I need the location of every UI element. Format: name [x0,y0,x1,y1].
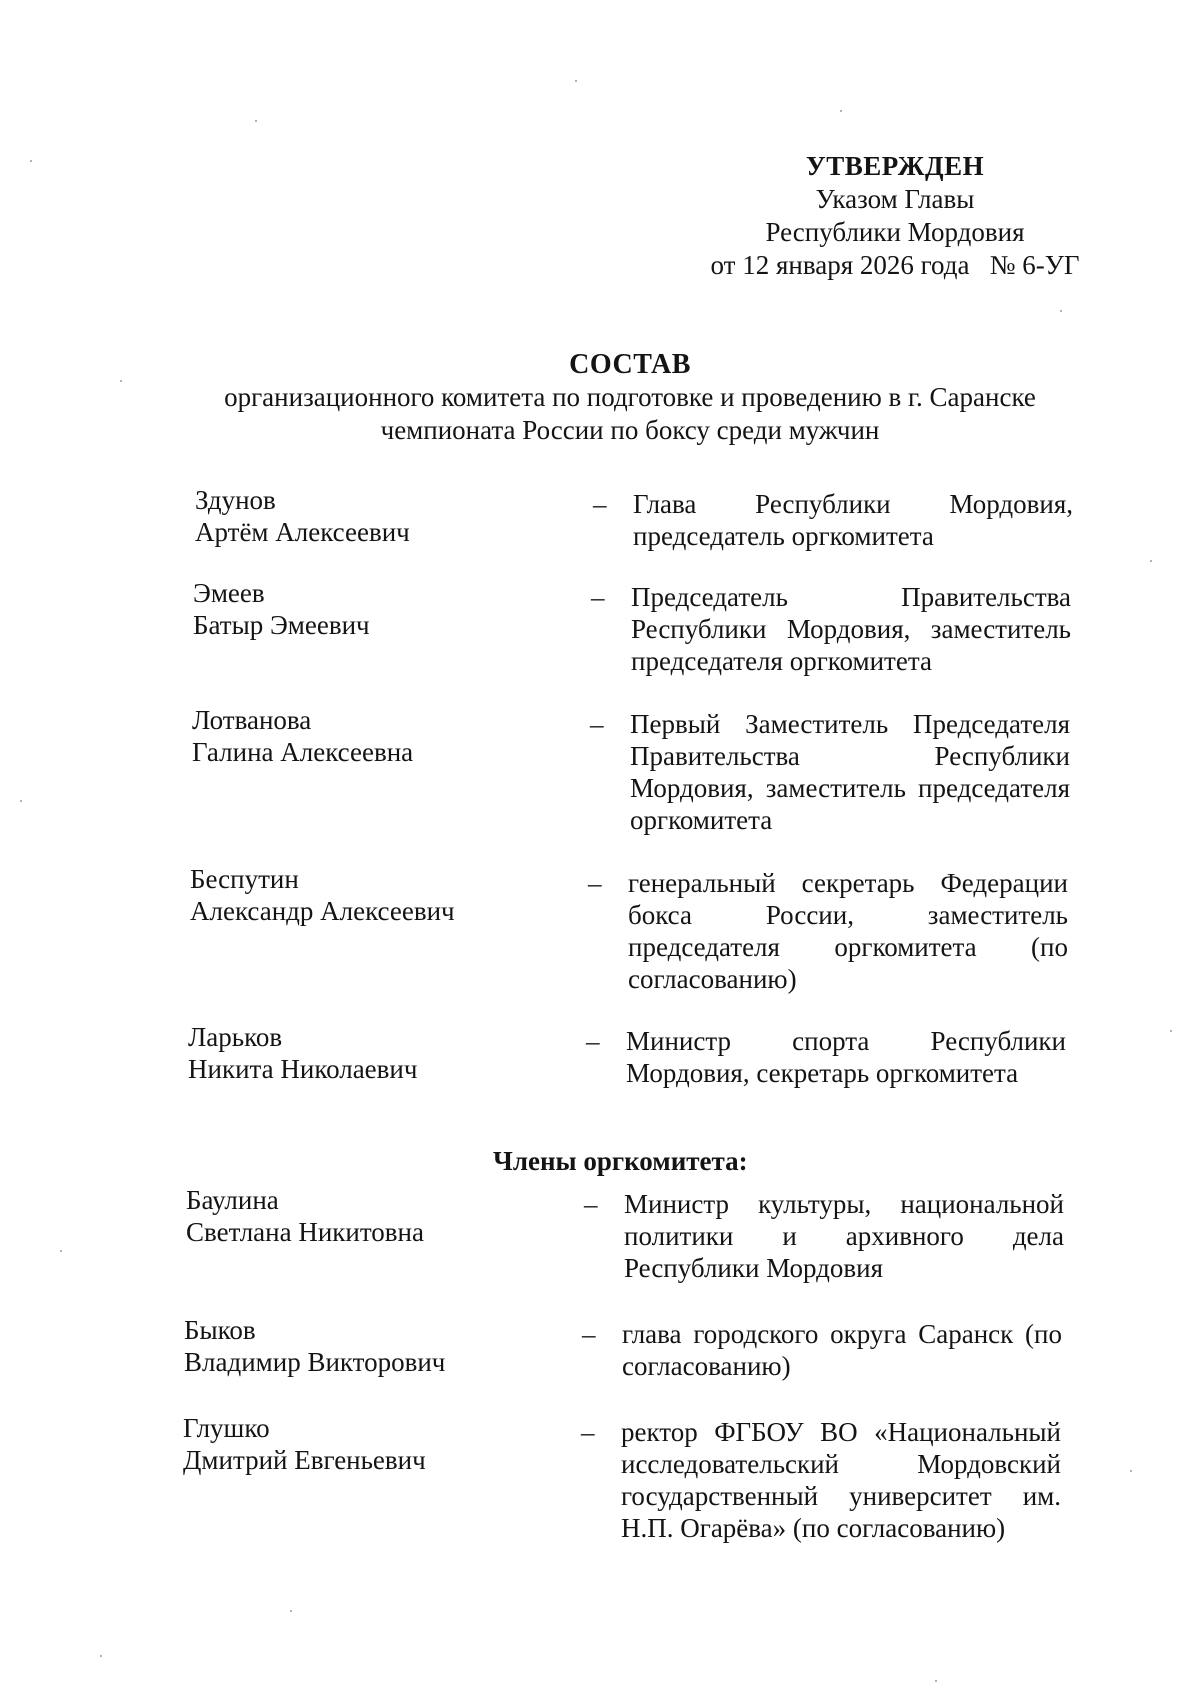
person-surname: Ларьков [188,1022,283,1052]
person-given-names: Артём Алексеевич [195,517,410,547]
entry-dash: – [591,582,605,612]
person-given-names: Батыр Эмеевич [193,610,370,640]
document-subtitle-line-2: чемпионата России по боксу среди мужчин [380,415,880,445]
person-given-names: Дмитрий Евгеньевич [183,1445,426,1475]
person-role: ректор ФГБОУ ВО «Национальный исследовательский Мордовский государственный университет им. Н.П. Огарёва» (по согласованию) [621,1417,1061,1543]
entry-dash: – [581,1417,595,1447]
entry-dash: – [586,1026,600,1056]
person-name [195,484,555,548]
scan-speck [1170,1030,1172,1032]
person-role: Председатель Правительства Республики Мордовия, заместитель председателя оргкомитета [631,582,1071,676]
person-surname: Глушко [183,1413,270,1443]
scan-speck [290,1610,292,1612]
person-name [192,704,552,768]
approval-line-1: Указом Главы [815,184,975,214]
person-role: Министр культуры, национальной политики и архивного дела Республики Мордовия [624,1189,1064,1283]
document-title-block [150,348,1110,447]
person-given-names: Владимир Викторович [184,1347,446,1377]
scan-speck [935,1680,937,1682]
person-given-names: Галина Алексеевна [192,737,414,767]
scan-speck [100,1655,102,1657]
person-role: Глава Республики Мордовия, председатель оргкомитета [633,489,1073,551]
document-subtitle-line-1: организационного комитета по подготовке и проведению в г. Саранске [224,382,1036,412]
scan-speck [840,110,842,112]
person-surname: Эмеев [193,578,265,608]
members-heading: Члены оргкомитета: [493,1146,748,1176]
scan-speck [30,160,32,162]
person-surname: Здунов [195,485,276,515]
person-role: генеральный секретарь Федерации бокса России, заместитель председателя оргкомитета (по согласованию) [628,868,1068,994]
person-name [184,1314,544,1378]
approval-heading: УТВЕРЖДЕН [805,151,985,181]
document-title: СОСТАВ [569,349,691,380]
scan-speck [1060,310,1062,312]
scan-speck [20,800,22,802]
person-name [193,577,553,641]
person-given-names: Александр Алексеевич [190,896,455,926]
person-name [183,1412,543,1476]
approval-line-3: от 12 января 2026 года № 6-УГ [710,250,1080,280]
person-given-names: Никита Николаевич [188,1054,418,1084]
approval-stamp-block [690,150,1100,282]
person-name [186,1184,546,1248]
entry-dash: – [584,1189,598,1219]
entry-dash: – [590,709,604,739]
entry-dash: – [588,868,602,898]
scan-speck [120,380,122,382]
person-role: глава городского округа Саранск (по согласованию) [622,1319,1062,1381]
scan-speck [1130,1470,1132,1472]
person-surname: Быков [184,1315,256,1345]
person-name [188,1021,548,1085]
person-role: Министр спорта Республики Мордовия, секретарь оргкомитета [626,1026,1066,1088]
scan-speck [575,80,577,82]
scan-speck [1150,560,1152,562]
scan-speck [255,120,257,122]
person-name [190,863,550,927]
scan-speck [60,1250,62,1252]
person-surname: Беспутин [190,864,299,894]
entry-dash: – [593,489,607,519]
entry-dash: – [582,1319,596,1349]
person-role: Первый Заместитель Председателя Правительства Республики Мордовия, заместитель председателя оргкомитета [630,709,1070,835]
approval-line-2: Республики Мордовия [765,217,1025,247]
person-surname: Баулина [186,1185,279,1215]
person-surname: Лотванова [192,705,312,735]
person-given-names: Светлана Никитовна [186,1217,424,1247]
